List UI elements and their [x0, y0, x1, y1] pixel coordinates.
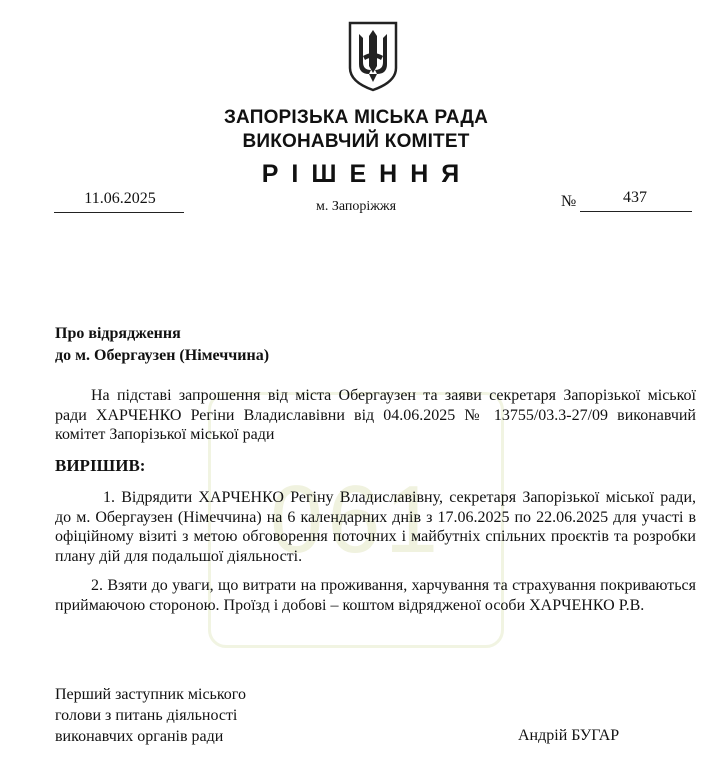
signatory-position-line-2: голови з питань діяльності — [55, 707, 238, 724]
resolved-heading: ВИРІШИВ: — [55, 456, 146, 475]
subject-line-1: Про відрядження — [55, 325, 181, 342]
signatory-name: Андрій БУГАР — [518, 727, 620, 744]
number-sign: № — [561, 193, 577, 210]
decision-item-2: 2. Взяти до уваги, що витрати на проживання, харчування та страхування покриваються приймаючою стороною. Проїзд і добові – коштом відрядженої особи ХАРЧЕНКО Р.В. — [55, 577, 696, 614]
preamble-paragraph: На підставі запрошення від міста Обергаузен та заяви секретаря Запорізької міської ради ХАРЧЕНКО Регіни Владиславівни від 04.06.2025 № 13755/03.3-27/09 виконавчий комітет Запорізької міської ради — [55, 387, 696, 443]
signatory-position-line-3: виконавчих органів ради — [55, 728, 224, 745]
watermark-061: 061 — [208, 392, 504, 648]
decision-number: 437 — [623, 189, 647, 206]
number-underline — [580, 211, 692, 212]
city-label: м. Запоріжжя — [315, 199, 397, 214]
committee-name: ВИКОНАВЧИЙ КОМІТЕТ — [242, 131, 470, 152]
signatory-position — [55, 684, 246, 747]
subject-line-2: до м. Обергаузен (Німеччина) — [55, 347, 270, 364]
decision-date: 11.06.2025 — [84, 190, 156, 207]
coat-of-arms-icon — [347, 20, 399, 92]
document-type-title: РІШЕННЯ — [261, 160, 473, 188]
signatory-position-line-1: Перший заступник міського — [55, 686, 246, 703]
organization-name: ЗАПОРІЗЬКА МІСЬКА РАДА — [223, 107, 489, 128]
decision-subject — [55, 323, 269, 367]
decision-item-1: 1. Відрядити ХАРЧЕНКО Регіну Владиславівну, секретаря Запорізької міської ради, до м. Обергаузен (Німеччина) на 6 календарних днів з 17.06.2025 по 22.06.2025 для участі в офіційному візиті з метою обговорення поточних і майбутніх спільних проєктів та розробки плану дій для подальшої діяльності. — [55, 489, 696, 565]
